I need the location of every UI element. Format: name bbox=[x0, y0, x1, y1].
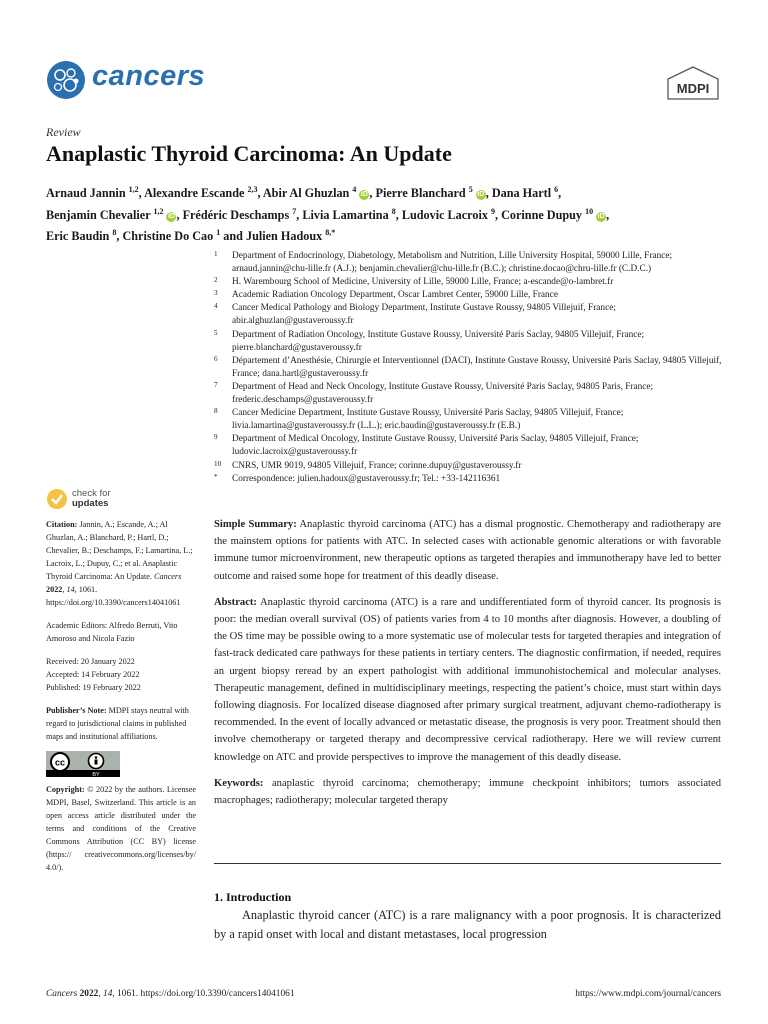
affiliation-item bbox=[214, 433, 734, 459]
citation-year: 2022 bbox=[46, 585, 63, 594]
affiliation-text: Department of Radiation Oncology, Institute Gustave Roussy, Université Paris Saclay, 94805 Villejuif, France; pierre.blanchard@gustaveroussy.fr bbox=[232, 329, 645, 353]
author-name: Christine Do Cao bbox=[122, 229, 214, 244]
affiliation-text: H. Warembourg School of Medicine, University of Lille, 59000 Lille, France; a-escande@o-lambret.fr bbox=[232, 277, 614, 288]
footer-volume: 14 bbox=[103, 989, 113, 999]
author-name: Pierre Blanchard bbox=[375, 186, 466, 201]
citation-text: Jannin, A.; Escande, A.; Al Ghuzlan, A.; Blanchard, P.; Hartl, D.; Chevalier, B.; Deschamps, F.; Lamartina, L.; Lacroix, L.; Dupuy, C.; et al. Anaplastic Thyroid Carcinoma: An Update. bbox=[46, 520, 193, 581]
author-affiliation-sup: 8 bbox=[112, 228, 117, 238]
affiliation-item bbox=[214, 460, 734, 473]
author-name: Julien Hadoux bbox=[246, 229, 323, 244]
author-separator: , bbox=[176, 207, 183, 222]
affiliations-list bbox=[214, 250, 734, 486]
affiliation-number: * bbox=[214, 472, 218, 481]
keywords-text: anaplastic thyroid carcinoma; chemotherapy; immune checkpoint inhibitors; tumors associated macrophages; radiotherapy; molecular targeted therapy bbox=[214, 777, 721, 807]
author-separator: , bbox=[257, 186, 263, 201]
affiliation-item bbox=[214, 276, 734, 289]
journal-logo-icon bbox=[46, 60, 86, 100]
author-name: Livia Lamartina bbox=[302, 207, 389, 222]
section-divider bbox=[214, 863, 721, 864]
orcid-icon[interactable]: iD bbox=[597, 212, 605, 220]
academic-editors: Academic Editors: Alfredo Berruti, Vito Amoroso and Nicola Fazio bbox=[46, 621, 178, 643]
publisher-note-text: MDPI stays neutral with regard to jurisdictional claims in published maps and institutional affiliations. bbox=[46, 706, 189, 741]
affiliation-item bbox=[214, 302, 734, 328]
affiliation-item bbox=[214, 381, 734, 407]
affiliation-item bbox=[214, 407, 734, 433]
author-name: Corinne Dupuy bbox=[501, 207, 583, 222]
affiliation-text: Cancer Medicine Department, Institute Gustave Roussy, Université Paris Saclay, 94805 Villejuif, France; livia.lamartina@gustaveroussy.fr (L.L.); eric.baudin@gustaveroussy.fr (E.B.) bbox=[232, 408, 624, 432]
affiliation-text: Cancer Medical Pathology and Biology Department, Institute Gustave Roussy, 94805 Villejuif, France; abir.alghuzlan@gustaveroussy.fr bbox=[232, 303, 616, 327]
author-separator: , bbox=[395, 207, 402, 222]
author-list bbox=[46, 181, 726, 246]
journal-name[interactable]: cancers bbox=[92, 60, 206, 92]
author-separator: , bbox=[606, 207, 610, 222]
author-affiliation-sup: 5 bbox=[468, 185, 473, 194]
author-name: Frédéric Deschamps bbox=[182, 207, 290, 222]
affiliation-text: Correspondence: julien.hadoux@gustaveroussy.fr; Tel.: +33-142116361 bbox=[232, 473, 501, 484]
publisher-logo-text: MDPI bbox=[676, 81, 710, 96]
affiliation-item bbox=[214, 250, 734, 276]
affiliation-number: 3 bbox=[214, 289, 218, 298]
affiliation-item bbox=[214, 289, 734, 302]
orcid-icon[interactable]: iD bbox=[360, 191, 368, 199]
author-separator: , bbox=[485, 186, 492, 201]
affiliation-number: 9 bbox=[214, 433, 218, 442]
affiliation-text: Department of Endocrinology, Diabetology, Metabolism and Nutrition, Lille University Hospital, 59000 Lille, France; arnaud.jannin@chu-lille.fr (A.J.); benjamin.chevalier@chu-lille.fr (B.C.); christine.docao@chru-lille.fr (C.D.C.) bbox=[232, 251, 673, 275]
affiliation-number: 5 bbox=[214, 328, 218, 337]
section-heading-introduction: 1. Introduction bbox=[214, 890, 292, 904]
affiliation-number: 7 bbox=[214, 380, 218, 389]
abstract bbox=[214, 594, 721, 766]
author-affiliation-sup: 4 bbox=[352, 185, 357, 194]
author-separator: , bbox=[369, 186, 376, 201]
accepted-date: Accepted: 14 February 2022 bbox=[46, 670, 140, 679]
affiliation-text: Academic Radiation Oncology Department, Oscar Lambret Center, 59000 Lille, France bbox=[232, 290, 558, 301]
author-separator: , bbox=[558, 186, 562, 201]
author-affiliation-sup: 8,* bbox=[325, 228, 336, 238]
author-separator: , bbox=[296, 207, 303, 222]
author-affiliation-sup: 1,2 bbox=[128, 185, 139, 194]
author-affiliation-sup: 2,3 bbox=[247, 185, 258, 194]
footer-year: 2022 bbox=[79, 989, 99, 999]
author-name: Alexandre Escande bbox=[144, 186, 245, 201]
svg-text:cc: cc bbox=[54, 757, 66, 768]
sidebar bbox=[46, 518, 196, 874]
affiliation-number: 8 bbox=[214, 407, 218, 416]
author-separator: , bbox=[116, 229, 123, 244]
publisher-note bbox=[46, 704, 196, 743]
affiliation-item bbox=[214, 329, 734, 355]
simple-summary bbox=[214, 516, 721, 585]
article-type: Review bbox=[46, 125, 81, 139]
article-title: Anaplastic Thyroid Carcinoma: An Update bbox=[46, 141, 452, 166]
received-date: Received: 20 January 2022 bbox=[46, 657, 135, 666]
affiliation-number: 6 bbox=[214, 354, 218, 363]
cc-by-license-badge[interactable] bbox=[46, 751, 120, 777]
affiliation-text: Department of Medical Oncology, Institute Gustave Roussy, Université Paris Saclay, 94805 Villejuif, France; ludovic.lacroix@gustaveroussy.fr bbox=[232, 434, 639, 458]
affiliation-item bbox=[214, 355, 734, 381]
check-for-updates-line1: check for bbox=[72, 488, 111, 499]
author-affiliation-sup: 7 bbox=[292, 206, 297, 216]
affiliation-item bbox=[214, 473, 734, 486]
author-affiliation-sup: 6 bbox=[554, 185, 559, 194]
simple-summary-text: Anaplastic thyroid carcinoma (ATC) has a dismal prognostic. Chemotherapy and radiotherapy are the mainstem options for patients with ATC. In selected cases with actionable genomic alterations or with favorable immune tumor microenvironment, new therapeutic options as targeted therapies and immunotherapy have led to better outcome and raised some hope for treatment of this deadly disease. bbox=[214, 519, 721, 582]
affiliation-number: 1 bbox=[214, 250, 218, 258]
author-separator: and bbox=[220, 229, 246, 244]
check-for-updates-line2: updates bbox=[72, 498, 109, 509]
author-affiliation-sup: 8 bbox=[391, 206, 396, 216]
affiliation-text: Department of Head and Neck Oncology, Institute Gustave Roussy, Université Paris Saclay, 94805 Paris, France; frederic.deschamps@gustaveroussy.fr bbox=[232, 381, 654, 406]
author-affiliation-sup: 10 bbox=[585, 206, 594, 216]
author-affiliation-sup: 1,2 bbox=[153, 206, 164, 216]
footer-citation: Cancers 2022, 14, 1061. https://doi.org/10.3390/cancers14041061 bbox=[46, 989, 295, 999]
author-name: Benjamin Chevalier bbox=[46, 207, 151, 222]
author-name: Arnaud Jannin bbox=[46, 186, 126, 201]
citation-block: Citation: Jannin, A.; Escande, A.; Al Ghuzlan, A.; Blanchard, P.; Hartl, D.; Chevalier, B.; Deschamps, F.; Lamartina, L.; Lacroix, L.; Dupuy, C.; et al. Anaplastic Thyroid Carcinoma: An Update. Cancers 2022, 14, 1061. https://doi.org/10.3390/cancers14041061 bbox=[46, 520, 193, 607]
author-name: Ludovic Lacroix bbox=[401, 207, 488, 222]
published-date: Published: 19 February 2022 bbox=[46, 683, 141, 692]
main-column bbox=[214, 516, 721, 809]
citation-journal: Cancers bbox=[154, 572, 182, 581]
author-affiliation-sup: 1 bbox=[216, 228, 221, 238]
author-name: Abir Al Ghuzlan bbox=[262, 186, 350, 201]
check-for-updates-icon[interactable] bbox=[46, 488, 68, 510]
introduction-paragraph: Anaplastic thyroid cancer (ATC) is a rare malignancy with a poor prognosis. It is characterized by a rapid onset with local and distant metastases, local progression bbox=[214, 908, 721, 941]
cc-badge-label: BY bbox=[92, 772, 100, 777]
citation-label: Citation: bbox=[46, 520, 78, 529]
affiliation-number: 4 bbox=[214, 302, 218, 311]
abstract-label: Abstract: bbox=[214, 596, 257, 608]
publisher-note-label: Publisher’s Note: bbox=[46, 706, 107, 715]
affiliation-text: CNRS, UMR 9019, 94805 Villejuif, France; corinne.dupuy@gustaveroussy.fr bbox=[232, 460, 522, 471]
footer-journal: Cancers bbox=[46, 989, 78, 999]
orcid-icon[interactable]: iD bbox=[167, 212, 175, 220]
check-for-updates-label[interactable] bbox=[72, 489, 111, 509]
author-separator: , bbox=[495, 207, 502, 222]
citation-volume: 14 bbox=[66, 585, 75, 594]
publisher-logo[interactable] bbox=[666, 66, 720, 100]
author-separator: , bbox=[138, 186, 145, 201]
keywords-label: Keywords: bbox=[214, 777, 264, 789]
author-affiliation-sup: 9 bbox=[491, 206, 495, 216]
orcid-icon[interactable]: iD bbox=[477, 191, 485, 199]
simple-summary-label: Simple Summary: bbox=[214, 519, 297, 530]
citation-doi[interactable]: , 1061. https://doi.org/10.3390/cancers14041061 bbox=[46, 585, 181, 607]
footer-doi[interactable]: , 1061. https://doi.org/10.3390/cancers14041061 bbox=[112, 989, 295, 999]
author-name: Eric Baudin bbox=[46, 229, 110, 244]
affiliation-number: 2 bbox=[214, 276, 218, 285]
abstract-text: Anaplastic thyroid carcinoma (ATC) is a rare and undifferentiated form of thyroid cancer. Its prognosis is poor: the median overall survival (OS) of patients varies from 4 to 10 months after diagnosis. However, a doubling of the OS time may be possible owing to a more systematic use of molecular tests for targeted therapies and integration of fast-track dedicated care pathways for these patients in tertiary centers. The diagnostic confirmation, if needed, requires an urgent biopsy reread by an expert pathologist with additional immunohistochemical and molecular analyses. Therapeutic management, defined in multidisciplinary meetings, respecting the patient’s choice, must start within days following diagnosis. For localized disease diagnosed after primary surgical treatment, adjuvant chemo-radiotherapy is recommended. In the event of locally advanced or metastatic disease, the prognosis is very poor. Treatment should then involve chemotherapy or targeted therapy and decompressive cervical radiotherapy. Here we will review current knowledge on ATC and provide perspectives to improve the management of this deadly disease. bbox=[214, 596, 721, 763]
keywords bbox=[214, 775, 721, 809]
copyright-text: © 2022 by the authors. Licensee MDPI, Basel, Switzerland. This article is an open access article distributed under the terms and conditions of the Creative Commons Attribution (CC BY) license (https:// creativecommons.org/licenses/by/ 4.0/). bbox=[46, 785, 197, 872]
copyright-block bbox=[46, 783, 196, 874]
affiliation-number: 10 bbox=[214, 459, 222, 468]
author-name: Dana Hartl bbox=[491, 186, 552, 201]
affiliation-text: Département d’Anesthésie, Chirurgie et Interventionnel (DACI), Institute Gustave Roussy, Université Paris Saclay, 94805 Villejuif, France; dana.hartl@gustaveroussy.fr bbox=[232, 355, 722, 379]
copyright-label: Copyright: bbox=[46, 785, 85, 794]
footer-journal-url[interactable]: https://www.mdpi.com/journal/cancers bbox=[575, 989, 721, 999]
